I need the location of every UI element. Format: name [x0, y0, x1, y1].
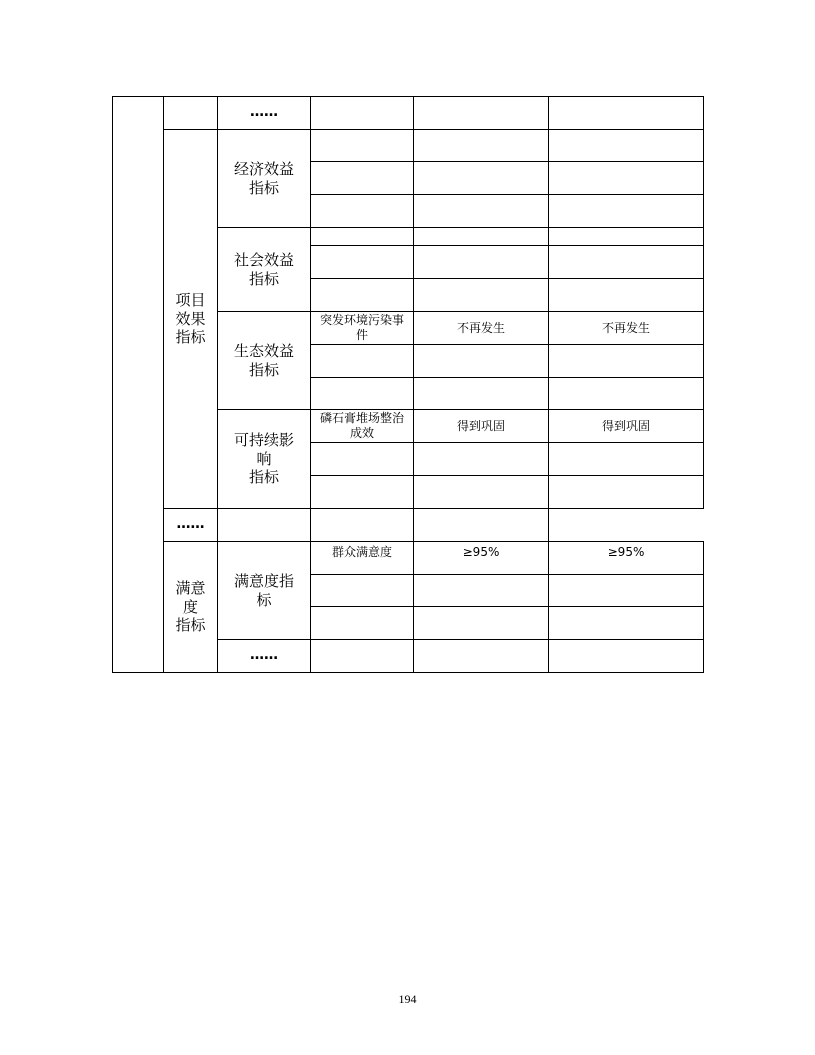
indicator-cell: 磷石膏堆场整治 成效 [311, 410, 414, 443]
value-cell [414, 509, 549, 542]
economic-benefit-label: 经济效益 指标 [218, 130, 311, 228]
indicator-cell [311, 443, 414, 476]
value-cell [549, 97, 704, 130]
value-cell [414, 162, 549, 195]
value-cell [311, 509, 414, 542]
table-row [113, 542, 704, 575]
value-cell [549, 476, 704, 509]
value-cell [549, 607, 704, 640]
target-value-cell: ≥95% [414, 542, 549, 575]
indicator-cell [311, 476, 414, 509]
actual-value-cell: 得到巩固 [549, 410, 704, 443]
value-cell [549, 345, 704, 378]
project-effect-label: 项目 效果 指标 [164, 130, 218, 509]
ecological-benefit-label: 生态效益 指标 [218, 312, 311, 410]
value-cell [549, 246, 704, 279]
value-cell [549, 162, 704, 195]
table-row [113, 97, 704, 130]
value-cell [414, 279, 549, 312]
value-cell [414, 130, 549, 162]
target-value-cell: 得到巩固 [414, 410, 549, 443]
value-cell [414, 443, 549, 476]
value-cell [414, 195, 549, 228]
value-cell [414, 97, 549, 130]
table-row [113, 130, 704, 162]
indicator-cell [311, 228, 414, 246]
value-cell [549, 228, 704, 246]
value-cell [549, 195, 704, 228]
value-cell [549, 575, 704, 607]
target-value-cell: 不再发生 [414, 312, 549, 345]
indicator-cell [311, 246, 414, 279]
indicator-cell [311, 130, 414, 162]
satisfaction-label: 满意 度 指标 [164, 542, 218, 673]
performance-indicator-table [112, 96, 704, 673]
indicator-cell [311, 378, 414, 410]
indicator-cell [311, 575, 414, 607]
ellipsis-cell: …… [218, 97, 311, 130]
value-cell [549, 130, 704, 162]
indicator-cell [311, 345, 414, 378]
value-cell [414, 246, 549, 279]
second-level-cell [164, 97, 218, 130]
value-cell [414, 640, 549, 673]
value-cell [414, 607, 549, 640]
actual-value-cell: 不再发生 [549, 312, 704, 345]
value-cell [549, 640, 704, 673]
value-cell [414, 476, 549, 509]
ellipsis-cell: …… [218, 640, 311, 673]
social-benefit-label: 社会效益 指标 [218, 228, 311, 312]
value-cell [549, 378, 704, 410]
value-cell [414, 228, 549, 246]
value-cell [414, 378, 549, 410]
indicator-cell [311, 640, 414, 673]
value-cell [549, 443, 704, 476]
page-number: 194 [398, 992, 417, 1006]
indicator-cell [311, 195, 414, 228]
indicator-cell [311, 279, 414, 312]
value-cell [549, 279, 704, 312]
indicator-cell [311, 162, 414, 195]
value-cell [414, 345, 549, 378]
actual-value-cell: ≥95% [549, 542, 704, 575]
indicator-cell: 群众满意度 [311, 542, 414, 575]
sustainable-impact-label: 可持续影 响 指标 [218, 410, 311, 509]
indicator-cell [218, 509, 311, 542]
indicator-cell [311, 607, 414, 640]
indicator-cell: 突发环境污染事 件 [311, 312, 414, 345]
first-level-cell [113, 97, 164, 673]
ellipsis-cell: …… [164, 509, 218, 542]
satisfaction-sub-label: 满意度指 标 [218, 542, 311, 640]
value-cell [414, 575, 549, 607]
indicator-cell [311, 97, 414, 130]
table-row [113, 509, 704, 542]
